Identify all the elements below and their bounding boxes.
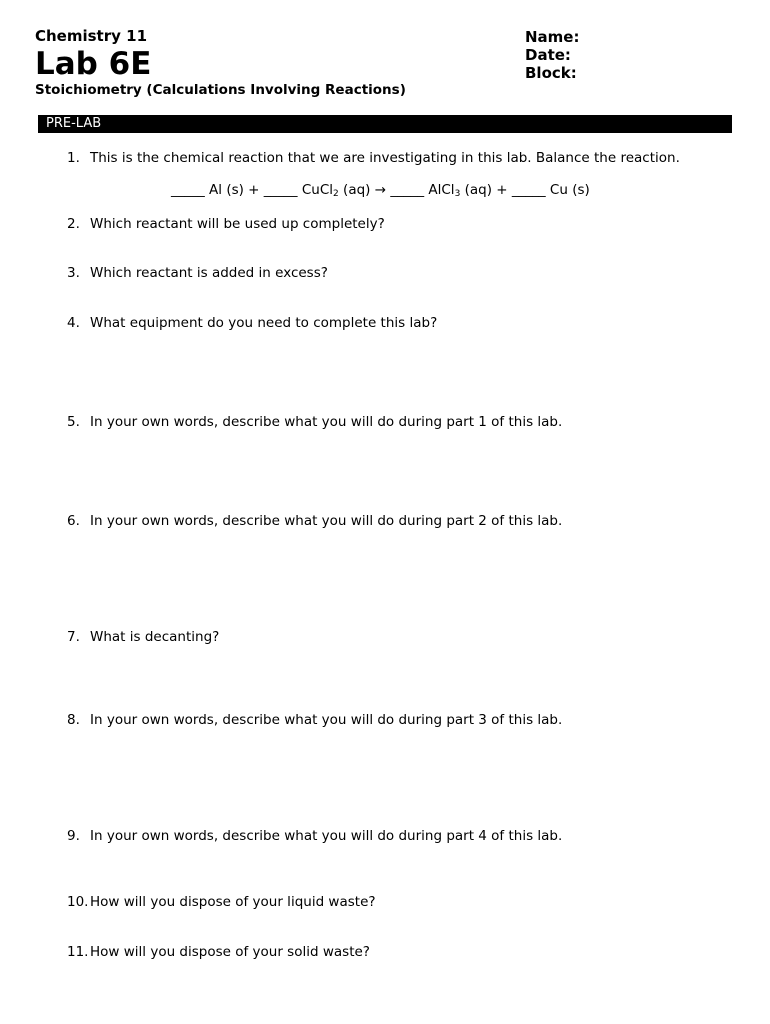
question-text: Which reactant will be used up completely?: [90, 216, 385, 232]
question-number: 1.: [67, 150, 80, 166]
question-text: How will you dispose of your solid waste?: [90, 944, 370, 960]
section-label: PRE-LAB: [46, 116, 102, 131]
question-number: 11.: [67, 944, 89, 960]
question-11: [67, 944, 370, 960]
question-text: This is the chemical reaction that we are investigating in this lab. Balance the reaction.: [90, 150, 680, 166]
question-2: [67, 216, 385, 232]
question-number: 5.: [67, 414, 80, 430]
question-text: How will you dispose of your liquid waste?: [90, 894, 376, 910]
question-6: [67, 513, 562, 529]
question-text: What is decanting?: [90, 629, 220, 645]
coefficient-blank: _____: [171, 182, 205, 198]
date-field-label: Date:: [525, 46, 571, 64]
question-8: [67, 712, 562, 728]
question-text: Which reactant is added in excess?: [90, 265, 328, 281]
state-label: (aq): [343, 182, 371, 198]
course-name: Chemistry 11: [35, 27, 148, 45]
aluminum-term: Al (s) +: [209, 182, 260, 198]
coefficient-blank: _____: [263, 182, 298, 198]
block-field-label: Block:: [525, 64, 577, 82]
state-label: (aq) +: [464, 182, 508, 198]
question-5: [67, 414, 562, 430]
question-10: [67, 894, 376, 910]
lab-subtitle: Stoichiometry (Calculations Involving Reactions): [35, 82, 406, 98]
question-text: In your own words, describe what you will do during part 4 of this lab.: [90, 828, 563, 844]
question-text: In your own words, describe what you will do during part 1 of this lab.: [90, 414, 563, 430]
question-number: 10.: [67, 894, 89, 910]
copper-term: Cu (s): [549, 182, 590, 198]
reaction-arrow-icon: →: [374, 182, 387, 198]
question-number: 7.: [67, 629, 80, 645]
lab-title: Lab 6E: [35, 46, 152, 82]
question-text: In your own words, describe what you will do during part 3 of this lab.: [90, 712, 563, 728]
coefficient-blank: _____: [511, 182, 546, 198]
question-text: What equipment do you need to complete this lab?: [90, 315, 438, 331]
question-7: [67, 629, 219, 645]
question-1: [67, 150, 680, 166]
name-field-label: Name:: [525, 28, 580, 46]
question-9: [67, 828, 562, 844]
question-number: 8.: [67, 712, 80, 728]
question-text: In your own words, describe what you will do during part 2 of this lab.: [90, 513, 563, 529]
question-3: [67, 265, 328, 281]
copper-chloride-term: CuCl$_2$: [301, 182, 339, 199]
aluminum-chloride-term: AlCl$_3$: [428, 182, 461, 199]
question-number: 4.: [67, 315, 80, 331]
student-info-fields: [525, 28, 579, 82]
question-4: [67, 315, 437, 331]
question-number: 6.: [67, 513, 80, 529]
coefficient-blank: _____: [390, 182, 425, 198]
question-number: 9.: [67, 828, 80, 844]
question-number: 2.: [67, 216, 80, 232]
question-number: 3.: [67, 265, 80, 281]
section-header-bar: [38, 115, 732, 133]
chemical-equation: [171, 182, 590, 199]
